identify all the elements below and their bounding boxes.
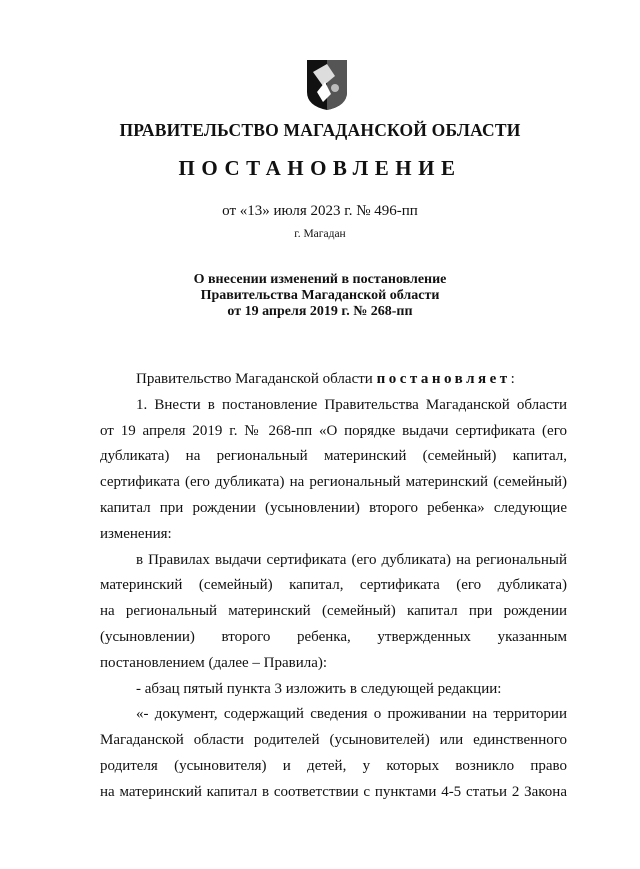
organization-title: ПРАВИТЕЛЬСТВО МАГАДАНСКОЙ ОБЛАСТИ (119, 120, 521, 140)
document-date-number: от «13» июля 2023 г. № 496-пп (222, 203, 418, 219)
text-line: от 19 апреля 2019 г. № 268-пп «О порядке выдачи сертификата (его (100, 422, 567, 439)
subject-line: от 19 апреля 2019 г. № 268-пп (227, 304, 413, 319)
decree-word: постановляет (376, 371, 511, 387)
text-line: (усыновлении) второго ребенка, утвержденных указанным (100, 628, 567, 645)
decree-prefix: Правительство Магаданской области (136, 371, 377, 387)
document-city: г. Магадан (294, 228, 346, 240)
subject-line: Правительства Магаданской области (200, 288, 440, 303)
decree-colon: : (510, 371, 515, 387)
text-line: «- документ, содержащий сведения о проживании на территории (136, 706, 567, 723)
text-line: на региональный материнский (семейный) капитал при рождении (100, 603, 567, 620)
document-subject (0, 272, 640, 320)
text-line: Магаданской области родителей (усыновителей) или единственного (100, 732, 567, 749)
document-body (100, 367, 567, 806)
text-line: на материнский капитал в соответствии с пунктами 4-5 статьи 2 Закона (100, 783, 567, 800)
document-type-title: ПОСТАНОВЛЕНИЕ (178, 156, 462, 180)
text-line: капитал при рождении (усыновлении) второго ребенка» следующие (100, 499, 567, 516)
subject-line: О внесении изменений в постановление (193, 272, 447, 287)
text-line: постановлением (далее – Правила): (100, 654, 328, 671)
text-line: дубликата) на региональный материнский (семейный) капитал, (100, 448, 567, 465)
text-line: 1. Внести в постановление Правительства Магаданской области (136, 396, 567, 413)
text-line: материнский (семейный) капитал, сертификата (его дубликата) (100, 577, 567, 594)
text-line: сертификата (его дубликата) на региональный материнский (семейный) (100, 474, 567, 491)
decree-line (100, 367, 567, 393)
text-line: в Правилах выдачи сертификата (его дубликата) на региональный (136, 551, 567, 568)
text-line: родителя (усыновителя) и детей, у которых возникло право (100, 757, 567, 774)
coat-of-arms-emblem (305, 58, 349, 112)
text-line: - абзац пятый пункта 3 изложить в следующей редакции: (136, 680, 502, 697)
text-line: изменения: (100, 525, 172, 542)
